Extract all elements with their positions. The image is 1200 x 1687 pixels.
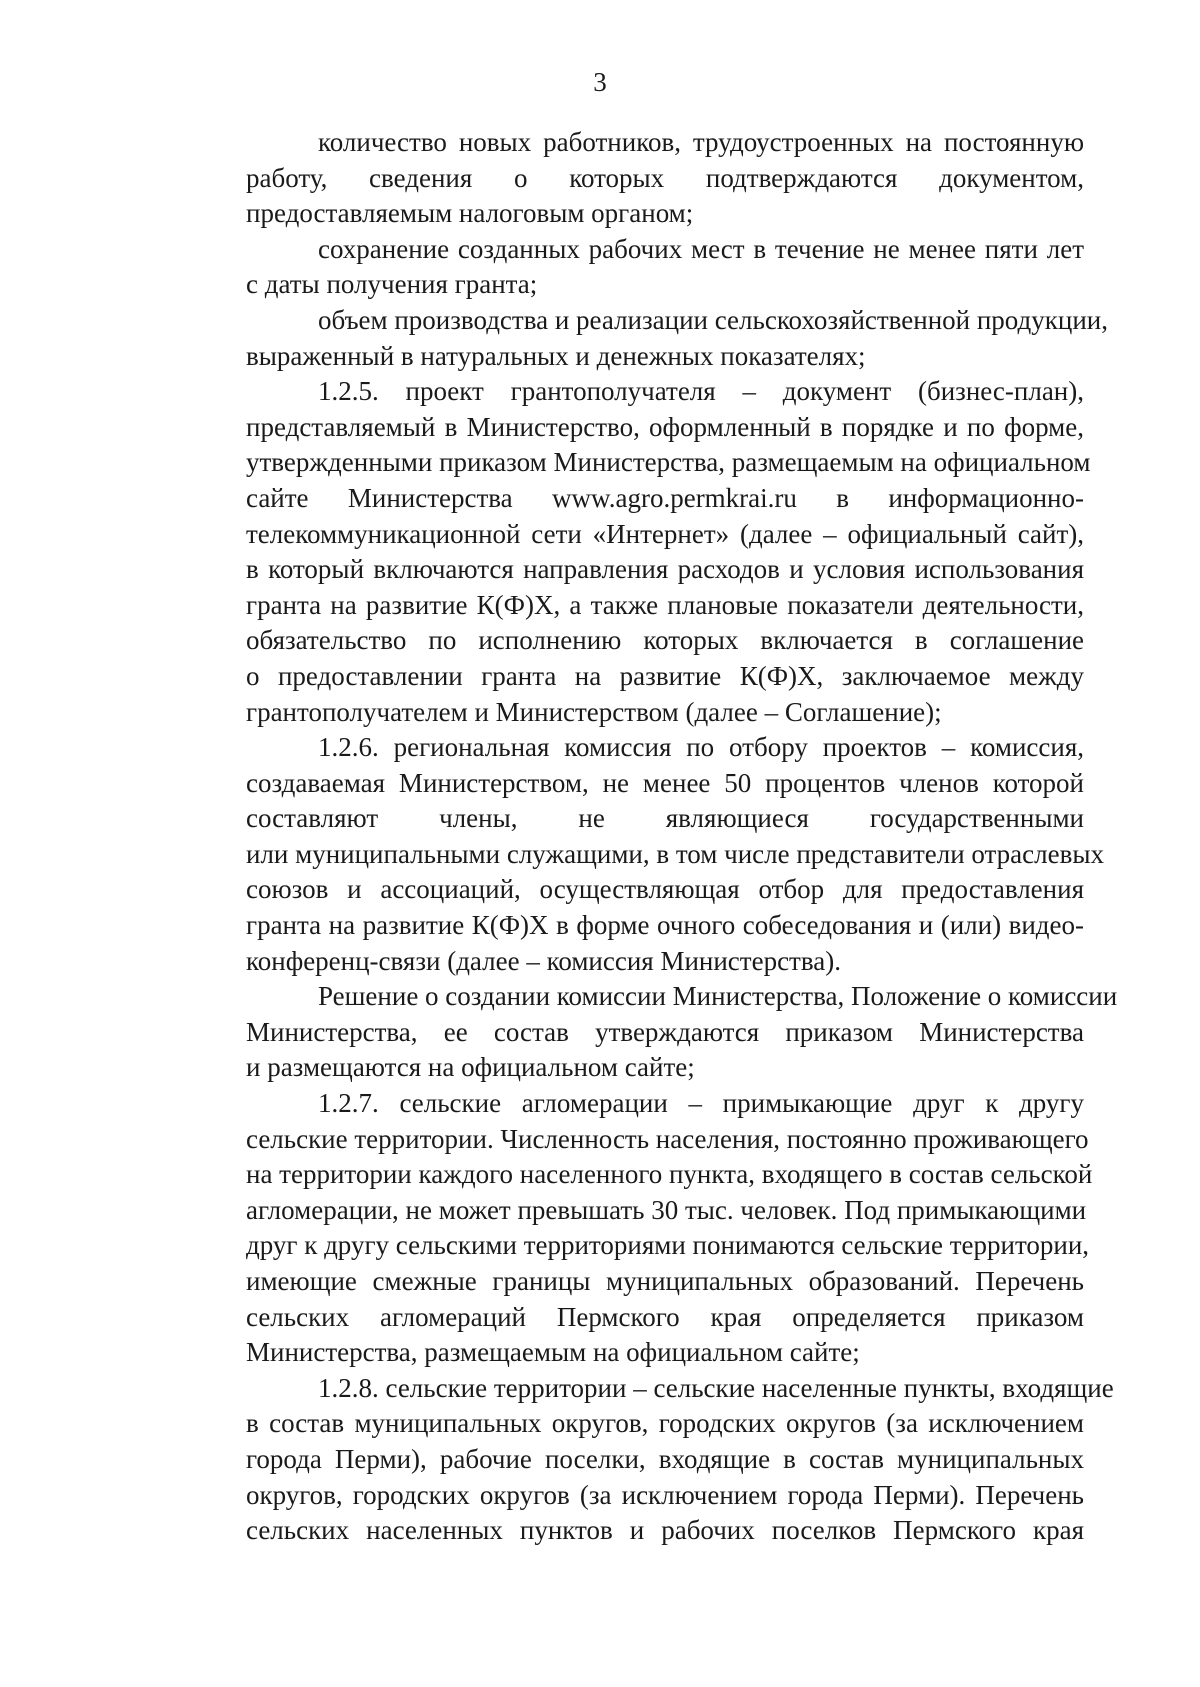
text-line: выраженный в натуральных и денежных показателях; xyxy=(246,340,866,371)
text-line: составляют члены, не являющиеся государственными xyxy=(246,803,1084,834)
text-line: союзов и ассоциаций, осуществляющая отбор для предоставления xyxy=(246,874,1084,905)
text-line: Министерства, размещаемым на официальном сайте; xyxy=(246,1337,860,1368)
paragraph-1-2-6 xyxy=(174,730,1104,979)
text-line: грантополучателем и Министерством (далее – Соглашение); xyxy=(246,696,942,727)
text-line: сохранение созданных рабочих мест в течение не менее пяти лет xyxy=(318,233,1084,264)
text-line: агломерации, не может превышать 30 тыс. человек. Под примыкающими xyxy=(246,1194,1087,1225)
paragraph-new-workers xyxy=(174,125,1084,232)
text-line: телекоммуникационной сети «Интернет» (далее – официальный сайт), xyxy=(246,518,1084,549)
text-line: предоставляемым налоговым органом; xyxy=(246,198,694,229)
text-line: 1.2.6. региональная комиссия по отбору проектов – комиссия, xyxy=(318,732,1084,763)
text-line: 1.2.5. проект грантополучателя – документ (бизнес-план), xyxy=(318,376,1084,407)
page-number: 3 xyxy=(593,67,607,97)
text-line: на территории каждого населенного пункта, входящего в состав сельской xyxy=(246,1159,1093,1190)
paragraph-commission-decision xyxy=(174,979,1118,1086)
text-line: создаваемая Министерством, не менее 50 процентов членов которой xyxy=(246,767,1084,798)
text-line: Министерства, ее состав утверждаются приказом Министерства xyxy=(246,1016,1084,1047)
text-line: представляемый в Министерство, оформленный в порядке и по форме, xyxy=(246,411,1084,442)
text-line: объем производства и реализации сельскохозяйственной продукции, xyxy=(318,304,1108,335)
text-line: или муниципальными служащими, в том числе представители отраслевых xyxy=(246,838,1104,869)
document-body xyxy=(174,125,1118,1549)
text-line: сельские территории. Численность населения, постоянно проживающего xyxy=(246,1123,1089,1154)
text-line: округов, городских округов (за исключением города Перми). Перечень xyxy=(246,1479,1084,1510)
text-line: имеющие смежные границы муниципальных образований. Перечень xyxy=(246,1266,1084,1296)
text-line: гранта на развитие К(Ф)Х, а также плановые показатели деятельности, xyxy=(246,589,1084,620)
text-line-with-website: сайте Министерства www.agro.permkrai.ru в информационно- xyxy=(246,482,1084,513)
text-line: 1.2.7. сельские агломерации – примыкающие друг к другу xyxy=(318,1088,1084,1119)
text-line: о предоставлении гранта на развитие К(Ф)Х, заключаемое между xyxy=(246,660,1084,691)
paragraph-1-2-7 xyxy=(174,1086,1093,1371)
paragraph-1-2-5 xyxy=(174,374,1091,730)
text-line: города Перми), рабочие поселки, входящие в состав муниципальных xyxy=(246,1443,1084,1474)
text-line: сельских агломераций Пермского края определяется приказом xyxy=(246,1301,1084,1332)
text-line: Решение о создании комиссии Министерства, Положение о комиссии xyxy=(318,981,1118,1012)
text-line: 1.2.8. сельские территории – сельские населенные пункты, входящие xyxy=(318,1372,1114,1403)
text-line: друг к другу сельскими территориями понимаются сельские территории, xyxy=(246,1230,1090,1261)
paragraph-production-volume xyxy=(174,303,1108,374)
text-line: гранта на развитие К(Ф)Х в форме очного собеседования и (или) видео- xyxy=(246,910,1084,941)
text-line: и размещаются на официальном сайте; xyxy=(246,1052,695,1083)
text-line: утвержденными приказом Министерства, размещаемым на официальном xyxy=(246,447,1091,478)
paragraph-job-retention xyxy=(174,232,1084,303)
text-line: в состав муниципальных округов, городских округов (за исключением xyxy=(246,1408,1084,1439)
paragraph-1-2-8 xyxy=(174,1371,1114,1549)
text-line: работу, сведения о которых подтверждаются документом, xyxy=(246,162,1084,193)
text-line: с даты получения гранта; xyxy=(246,269,538,300)
text-line: обязательство по исполнению которых включается в соглашение xyxy=(246,625,1084,656)
text-line: конференц-связи (далее – комиссия Министерства). xyxy=(246,945,841,976)
text-line: количество новых работников, трудоустроенных на постоянную xyxy=(318,127,1084,157)
text-line: сельских населенных пунктов и рабочих поселков Пермского края xyxy=(246,1515,1084,1546)
text-line: в который включаются направления расходов и условия использования xyxy=(246,554,1084,585)
